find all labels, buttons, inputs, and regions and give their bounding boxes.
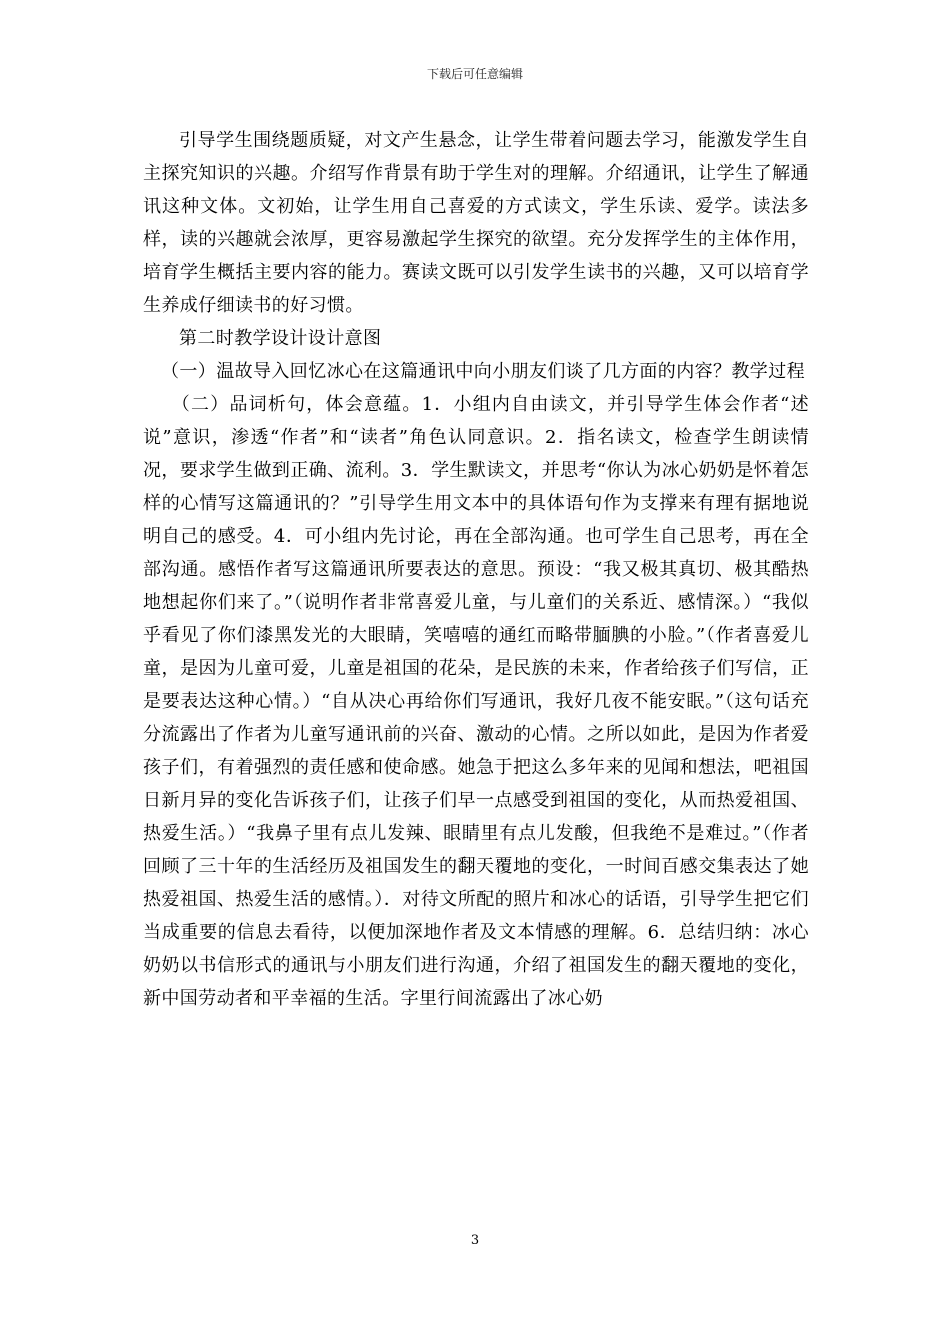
page-header: 下载后可任意编辑 xyxy=(426,67,523,81)
document-body xyxy=(143,124,809,1015)
paragraph-part-two: （二）品词析句，体会意蕴。1．小组内自由读文，并引导学生体会作者“述说”意识，渗透“作者”和“读者”角色认同意识。2．指名读文，检查学生朗读情况，要求学生做到正确、流利。3．学生默读文，并思考“你认为冰心奶奶是怀着怎样的心情写这篇通讯的？”引导学生用文本中的具体语句作为支撑来有理有据地说明自己的感受。4．可小组内先讨论，再在全部沟通。也可学生自己思考，再在全部沟通。感悟作者写这篇通讯所要表达的意思。预设：“我又极其真切、极其酷热地想起你们来了。”（说明作者非常喜爱儿童，与儿童们的关系近、感情深。）“我似乎看见了你们漆黑发光的大眼睛，笑嘻嘻的通红而略带腼腆的小脸。”（作者喜爱儿童，是因为儿童可爱，儿童是祖国的花朵，是民族的未来，作者给孩子们写信，正是要表达这种心情。）“自从决心再给你们写通讯，我好几夜不能安眠。”（这句话充分流露出了作者为儿童写通讯前的兴奋、激动的心情。之所以如此，是因为作者爱孩子们，有着强烈的责任感和使命感。她急于把这么多年来的见闻和想法，吧祖国日新月异的变化告诉孩子们，让孩子们早一点感受到祖国的变化，从而热爱祖国、热爱生活。）“我鼻子里有点儿发辣、眼睛里有点儿发酸，但我绝不是难过。”（作者回顾了三十年的生活经历及祖国发生的翻天覆地的变化，一时间百感交集表达了她热爱祖国、热爱生活的感情。）．对待文所配的照片和冰心的话语，引导学生把它们当成重要的信息去看待，以便加深地作者及文本情感的理解。6．总结归纳：冰心奶奶以书信形式的通讯与小朋友们进行沟通，介绍了祖国发生的翻天覆地的变化，新中国劳动者和平幸福的生活。字里行间流露出了冰心奶 xyxy=(143,394,809,1009)
paragraph-design-intent: 引导学生围绕题质疑，对文产生悬念，让学生带着问题去学习，能激发学生自主探究知识的兴趣。介绍写作背景有助于学生对的理解。介绍通讯，让学生了解通讯这种文体。文初始，让学生用自己喜爱的方式读文，学生乐读、爱学。读法多样，读的兴趣就会浓厚，更容易激起学生探究的欲望。充分发挥学生的主体作用，培育学生概括主要内容的能力。赛读文既可以引发学生读书的兴趣，又可以培育学生养成仔细读书的好习惯。 xyxy=(143,130,809,316)
paragraph-part-one: （一）温故导入回忆冰心在这篇通讯中向小朋友们谈了几方面的内容？教学过程 xyxy=(161,361,805,382)
section-heading: 第二时教学设计设计意图 xyxy=(179,328,382,349)
page-number: 3 xyxy=(470,1233,480,1248)
